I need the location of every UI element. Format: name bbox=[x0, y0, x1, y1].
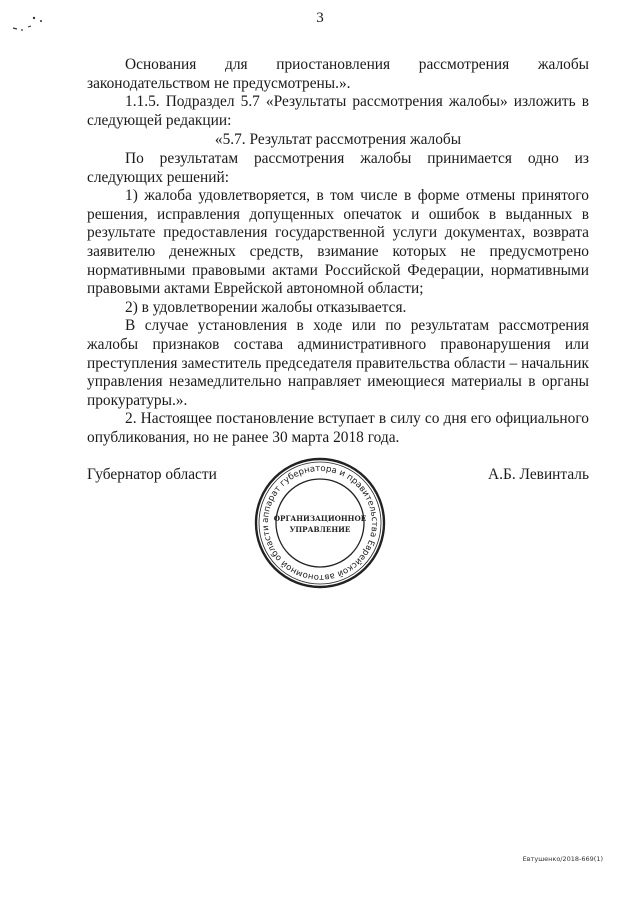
signatory-position: Губернатор области bbox=[87, 466, 217, 483]
paragraph-amend-subsection: 1.1.5. Подраздел 5.7 «Результаты рассмотрения жалобы» изложить в следующей редакции: bbox=[87, 93, 589, 129]
paragraph-entry-into-force: 2. Настоящее постановление вступает в силу со дня его официального опубликования, но не ранее 30 марта 2018 года. bbox=[87, 410, 589, 446]
stamp-center-line-2: УПРАВЛЕНИЕ bbox=[289, 525, 351, 534]
stamp-ring-text: аппарат губернатора и правительства Еврейской автономной области bbox=[260, 463, 380, 583]
footer-document-code: Евтушенко/2018-669(1) bbox=[522, 855, 603, 863]
paragraph-decision-2: 2) в удовлетворении жалобы отказывается. bbox=[125, 298, 407, 316]
paragraph-decision-1: 1) жалоба удовлетворяется, в том числе в форме отмены принятого решения, исправления допущенных опечаток и ошибок в выданных в результате предоставления государственной услуги документах, возврата заявителю денежных средств, взимание которых не предусмотрено нормативными правовыми актами Российской Федерации, нормативными правовыми актами Еврейской автономной области; bbox=[87, 187, 589, 298]
paragraph-no-suspension: Основания для приостановления рассмотрения жалобы законодательством не предусмотрены.». bbox=[87, 56, 589, 92]
paragraph-violation-case: В случае установления в ходе или по результатам рассмотрения жалобы признаков состава административного правонарушения или преступления заместитель председателя правительства области – начальник управления незамедлительно направляет имеющиеся материалы в органы прокуратуры.». bbox=[87, 317, 589, 409]
page-number: 3 bbox=[316, 10, 324, 26]
paragraph-decisions-intro: По результатам рассмотрения жалобы принимается одно из следующих решений: bbox=[87, 149, 589, 186]
signatory-name: А.Б. Левинталь bbox=[488, 466, 589, 483]
official-stamp bbox=[252, 455, 388, 591]
document-body bbox=[87, 56, 589, 447]
subsection-heading: «5.7. Результат рассмотрения жалобы bbox=[214, 131, 462, 149]
stamp-center-line-1: ОРГАНИЗАЦИОННОЕ bbox=[273, 514, 367, 523]
